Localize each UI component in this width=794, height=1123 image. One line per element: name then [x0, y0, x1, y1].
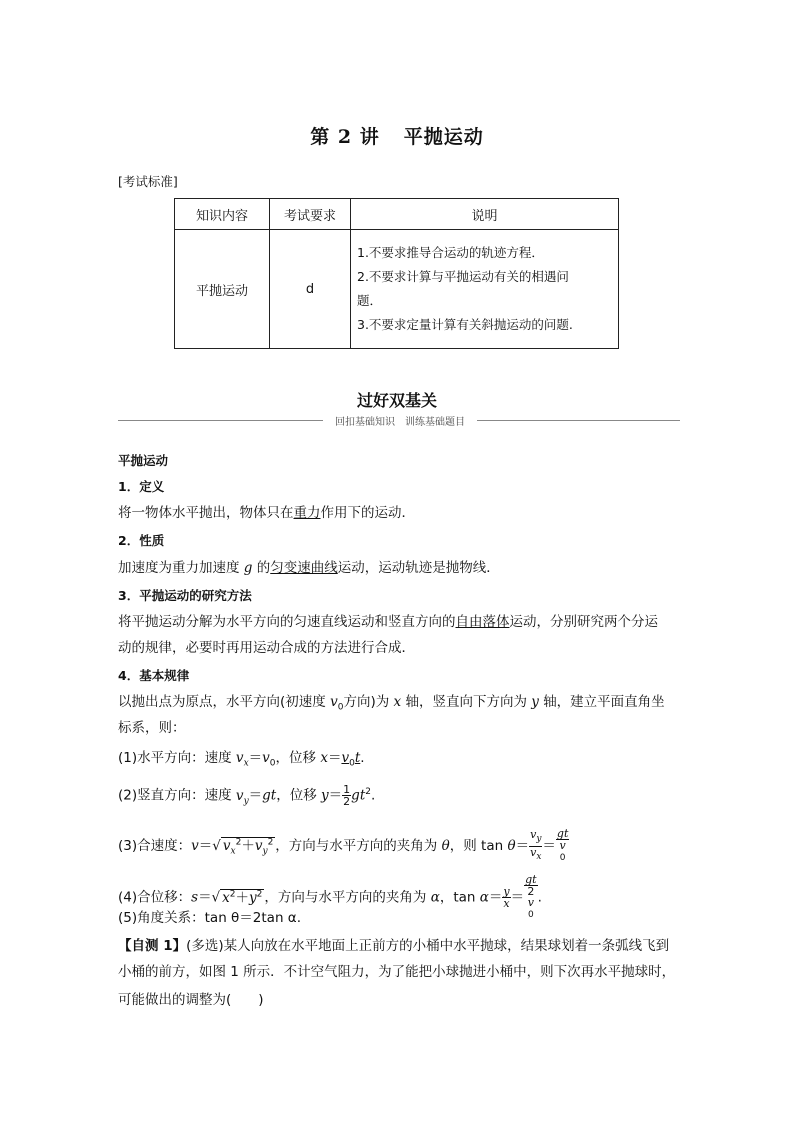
- note-line: 2.不要求计算与平抛运动有关的相遇问: [357, 269, 569, 284]
- paragraph-definition: 将一物体水平抛出，物体只在重力作用下的运动．: [118, 505, 415, 521]
- column-header: 知识内容: [175, 199, 270, 230]
- section-subtitle: 回扣基础知识 训练基础题目: [335, 417, 465, 428]
- paragraph-laws-cont: 标系，则：: [118, 720, 186, 736]
- note-line: 3.不要求定量计算有关斜抛运动的问题.: [357, 317, 573, 332]
- divider: [118, 420, 323, 421]
- divider: [477, 420, 680, 421]
- heading-laws: 4．基本规律: [118, 668, 190, 683]
- rule-resultant-velocity: (3)合速度：v＝√ $v_x^2+v_y^2$ ，方向与水平方向的夹角为 θ，则 tan θ＝ $\frac{v_y}{v_x}$ ＝ gt v 0: [118, 827, 569, 863]
- requirement-level-cell: d: [270, 230, 351, 349]
- column-header: 说明: [351, 199, 619, 230]
- blank-answer: 自由落体: [455, 614, 510, 630]
- blank-answer: 匀变速曲线: [270, 560, 338, 576]
- topic-heading: 平抛运动: [118, 453, 169, 468]
- self-test-line-2: 小桶的前方，如图 1 所示．不计空气阻力，为了能把小球抛进小桶中，则下次再水平抛球时，: [118, 964, 676, 980]
- paragraph-properties: 加速度为重力加速度 g 的匀变速曲线运动，运动轨迹是抛物线．: [118, 560, 500, 576]
- blank-answer: 重力: [293, 505, 321, 521]
- paragraph-laws: 以抛出点为原点，水平方向(初速度 $v_0$方向)为 x 轴，竖直向下方向为 y 轴，建立平面直角坐: [118, 694, 665, 713]
- heading-properties: 2．性质: [118, 533, 165, 548]
- rule-angle-relation: (5)角度关系：tan θ＝2tan α.: [118, 910, 301, 926]
- lecture-number: 第 2 讲: [310, 126, 380, 148]
- paragraph-method-cont: 动的规律，必要时再用运动合成的方法进行合成．: [118, 640, 415, 656]
- column-header: 考试要求: [270, 199, 351, 230]
- section-title: 过好双基关: [356, 391, 437, 410]
- knowledge-content-cell: 平抛运动: [175, 230, 270, 349]
- heading-method: 3．平抛运动的研究方法: [118, 588, 252, 603]
- self-test-line-1: 【自测 1】(多选)某人向放在水平地面上正前方的小桶中水平抛球，结果球划着一条弧线飞到: [118, 938, 670, 954]
- rule-resultant-displacement: (4)合位移：s＝√ $x^2+y^2$ ，方向与水平方向的夹角为 α，tan α＝ $\frac{y}{x}$ ＝ gt 2 v 0 .: [118, 873, 542, 920]
- paragraph-method: 将平抛运动分解为水平方向的匀速直线运动和竖直方向的自由落体运动，分别研究两个分运: [118, 614, 658, 630]
- table-header-row: [175, 199, 619, 230]
- note-line: 1.不要求推导合运动的轨迹方程．: [357, 245, 544, 260]
- rule-horizontal: (1)水平方向：速度 $v_x=v_0$，位移 $x=v_0t$.: [118, 750, 365, 769]
- heading-definition: 1．定义: [118, 479, 165, 494]
- notes-cell: [351, 230, 619, 349]
- exam-standards-table: [174, 198, 619, 349]
- table-row: [175, 230, 619, 349]
- lecture-topic: 平抛运动: [403, 126, 484, 148]
- note-line: 题．: [357, 293, 383, 308]
- self-test-label: 【自测 1】: [118, 938, 187, 954]
- rule-vertical: (2)竖直方向：速度 $v_y=gt$，位移 y＝ $\frac{1}{2}$ $gt^2$.: [118, 783, 376, 808]
- page-title: [0, 122, 794, 149]
- standards-label: [考试标准]: [118, 174, 178, 189]
- self-test-line-3: 可能做出的调整为( ): [118, 992, 264, 1008]
